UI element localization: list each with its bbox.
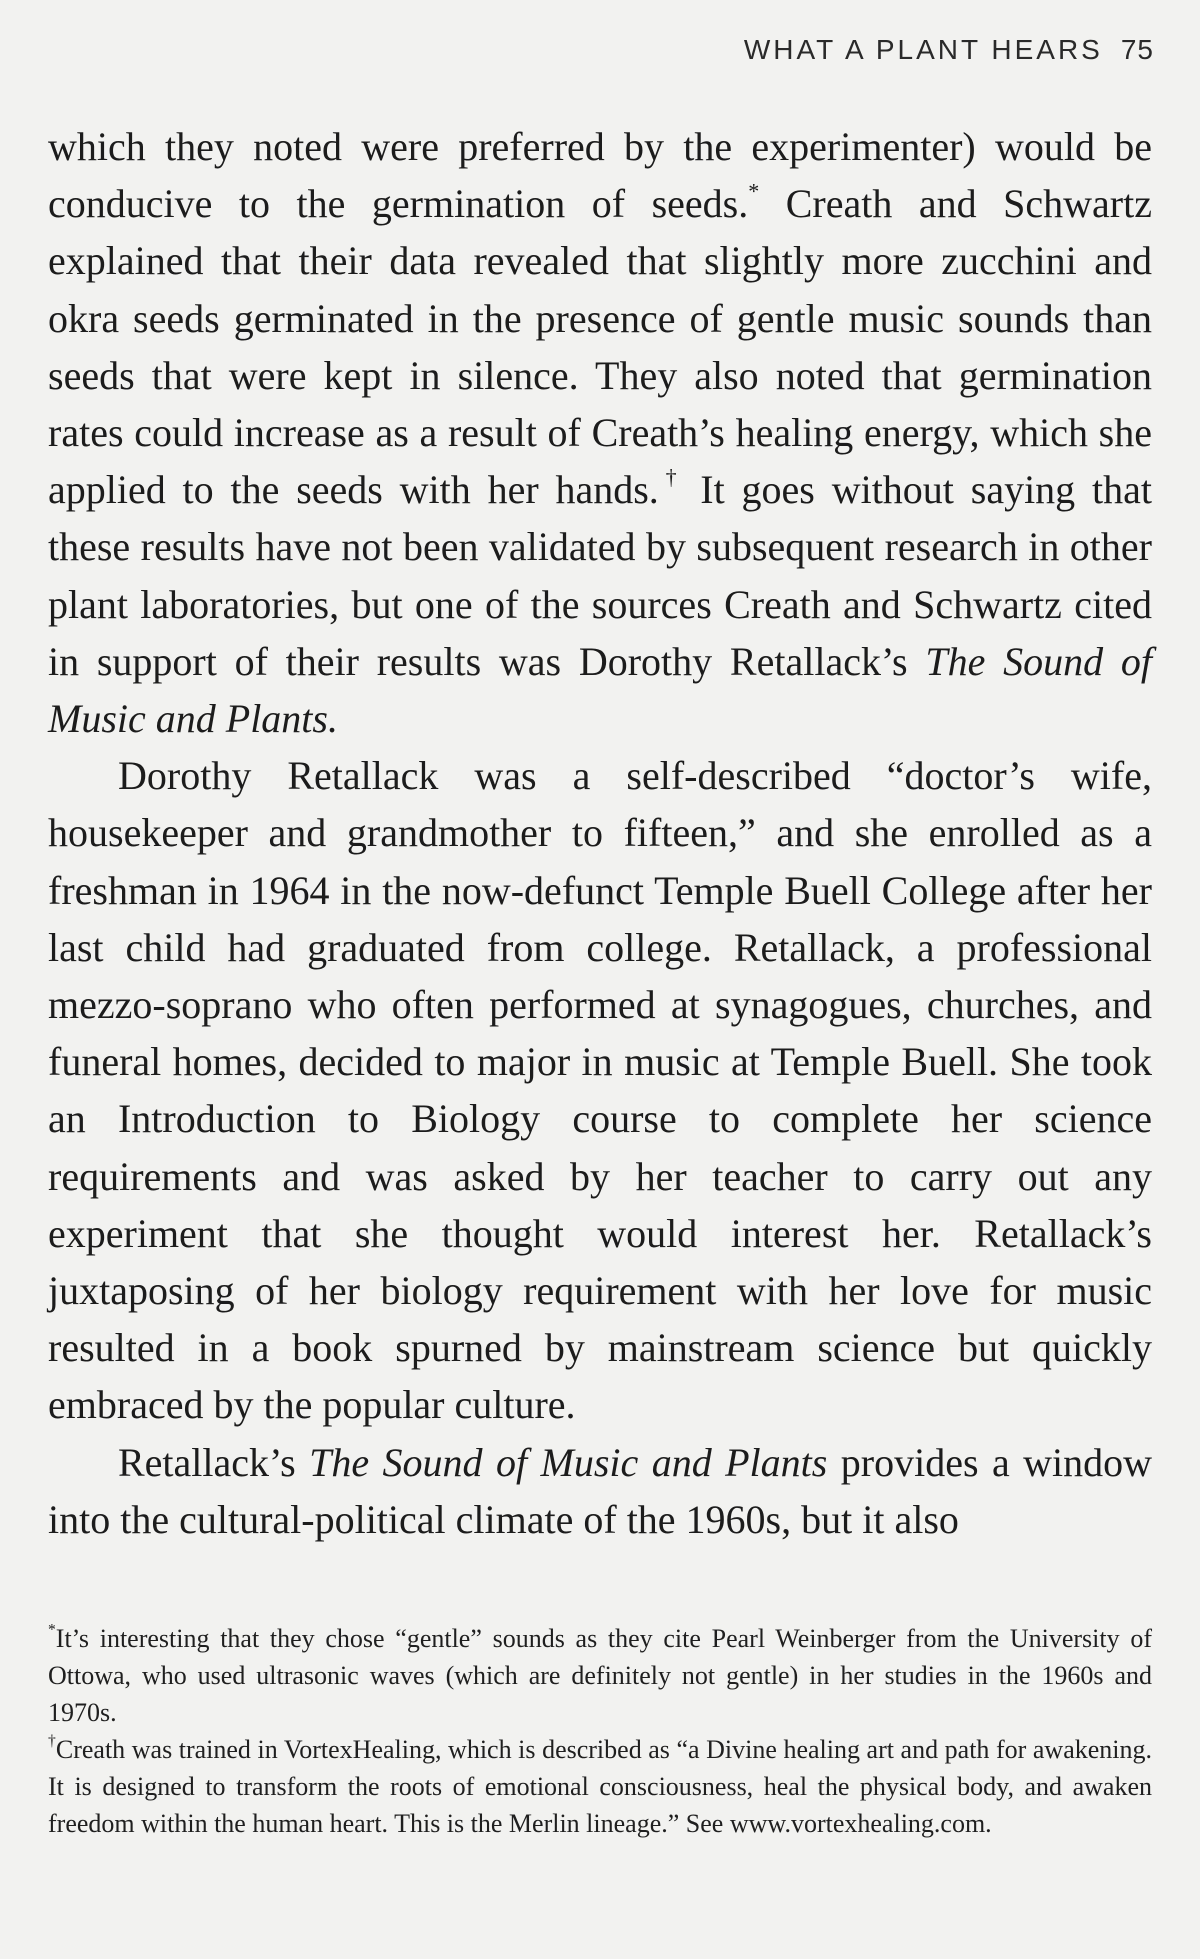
footnote-ref-asterisk: * bbox=[748, 178, 760, 204]
book-title-italic: The Sound of Music and Plants bbox=[309, 1439, 828, 1485]
paragraph-3 bbox=[48, 1434, 1152, 1548]
paragraph-2: Dorothy Retallack was a self-described “doctor’s wife, housekeeper and grandmother to fifteen,” and she enrolled as a freshman in 1964 in the now-defunct Temple Buell College after her last child had graduated from college. Retallack, a professional mezzo-soprano who often performed at synagogues, churches, and funeral homes, decided to major in music at Temple Buell. She took an Introduction to Biology course to complete her science requirements and was asked by her teacher to carry out any experiment that she thought would interest her. Retallack’s juxtaposing of her biology requirement with her love for music resulted in a book spurned by mainstream science but quickly embraced by the popular culture. bbox=[48, 753, 1152, 1428]
footnotes bbox=[48, 1620, 1152, 1842]
footnote-2-mark: † bbox=[48, 1732, 56, 1750]
paragraph-1-text-a: which they noted were preferred by the experimenter) would be conducive to the germination of seeds. bbox=[48, 124, 1152, 227]
footnote-1-mark: * bbox=[48, 1621, 56, 1639]
paragraph-3-text-a: Retallack’s bbox=[118, 1439, 310, 1485]
paragraph-3-text-b: provides a window into the cultural-political climate of the 1960s, but it also bbox=[48, 1439, 1152, 1542]
footnote-1 bbox=[48, 1620, 1152, 1731]
footnote-1-text: It’s interesting that they chose “gentle” sounds as they cite Pearl Weinberger from the University of Ottowa, who used ultrasonic waves (which are definitely not gentle) in her studies in the 1960s and 1970s. bbox=[48, 1624, 1152, 1727]
book-title-italic: The Sound of Music and Plants. bbox=[48, 638, 1152, 742]
footnote-2-text: Creath was trained in VortexHealing, which is described as “a Divine healing art and path for awakening. It is designed to transform the roots of emotional consciousness, heal the physical body, and awaken freedom within the human heart. This is the Merlin lineage.” See www.vortexhealing.com. bbox=[48, 1735, 1152, 1838]
footnote-ref-dagger: † bbox=[658, 464, 684, 490]
footnote-2 bbox=[48, 1731, 1152, 1842]
paragraph-1 bbox=[48, 118, 1152, 747]
paragraph-1-text-c: It goes without saying that these results have not been validated by subsequent research in other plant laboratories, but one of the sources Creath and Schwartz cited in support of their results was Dorothy Retallack’s bbox=[48, 467, 1152, 684]
paragraph-1-text-b: Creath and Schwartz explained that their data revealed that slightly more zucchini and okra seeds germinated in the presence of gentle music sounds than seeds that were kept in silence. They also noted that germination rates could increase as a result of Creath’s healing energy, which she applied to the seeds with her hands. bbox=[48, 181, 1152, 513]
running-header bbox=[46, 34, 1154, 66]
main-text bbox=[48, 118, 1152, 1548]
page-number: 75 bbox=[1120, 34, 1154, 65]
running-title: WHAT A PLANT HEARS bbox=[743, 34, 1103, 65]
